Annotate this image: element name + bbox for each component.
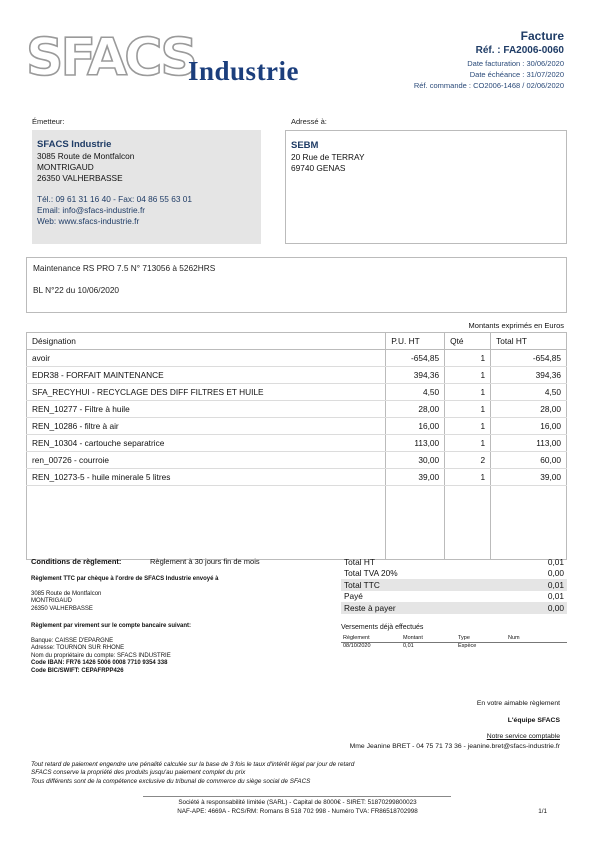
payment-row xyxy=(341,642,567,650)
cell-designation: REN_10304 - cartouche separatrice xyxy=(27,435,386,452)
cell-total: -654,85 xyxy=(491,350,567,367)
logo-sfacs-text: SFACS xyxy=(26,28,195,88)
col-payment-type: Type xyxy=(456,634,506,642)
bic: Code BIC/SWIFT: CEPAFRPP426 xyxy=(31,667,124,674)
cell-quantity: 1 xyxy=(445,384,491,401)
invoice-date: Date facturation : 30/06/2020 xyxy=(467,59,564,68)
conditions-label: Conditions de règlement: xyxy=(31,557,122,566)
totals-value: 0,01 xyxy=(547,591,564,602)
issuer-address-line: MONTRIGAUD xyxy=(37,162,94,172)
cheque-address-line: MONTRIGAUD xyxy=(31,598,72,604)
cell-quantity: 1 xyxy=(445,350,491,367)
logo-industrie-text: Industrie xyxy=(188,56,300,86)
payment-amount: 0,01 xyxy=(403,643,414,650)
totals-row xyxy=(341,591,567,603)
payment-type: Espèce xyxy=(458,643,477,650)
cell-total: 394,36 xyxy=(491,367,567,384)
cheque-address-line: 3085 Route de Montfalcon xyxy=(31,590,102,597)
cell-designation: REN_10273-5 - huile minerale 5 litres xyxy=(27,469,386,486)
legal-line: Tout retard de paiement engendre une pénalité calculée sur la base de 3 fois le taux d'intérêt légal par jour de retard xyxy=(31,761,355,768)
accounting-service: Notre service comptable xyxy=(486,733,560,740)
iban: Code IBAN: FR76 1426 5006 0008 7710 9354 338 xyxy=(31,660,168,666)
issuer-address-line: 26350 VALHERBASSE xyxy=(37,173,123,183)
cell-quantity: 1 xyxy=(445,435,491,452)
memo-line: BL N°22 du 10/06/2020 xyxy=(33,285,120,295)
cell-designation: ren_00726 - courroie xyxy=(27,452,386,469)
table-row xyxy=(27,384,567,401)
cell-unit-price: 16,00 xyxy=(386,418,445,435)
company-footer xyxy=(100,799,495,816)
bank-name: Banque: CAISSE D'EPARGNE xyxy=(31,637,114,644)
invoice-memo xyxy=(26,257,567,313)
cell-quantity: 2 xyxy=(445,452,491,469)
cell-unit-price: 28,00 xyxy=(386,401,445,418)
cell-designation: REN_10286 - filtre à air xyxy=(27,418,386,435)
payment-date: 08/10/2020 xyxy=(343,643,371,650)
signature-team: L'équipe SFACS xyxy=(507,717,560,724)
col-payment-num: Num xyxy=(506,634,567,642)
payments-table xyxy=(341,634,567,650)
cell-total: 16,00 xyxy=(491,418,567,435)
cell-quantity: 1 xyxy=(445,367,491,384)
conditions-value: Règlement à 30 jours fin de mois xyxy=(150,557,260,566)
totals-label: Total TTC xyxy=(341,579,506,591)
issuer-phone-fax: Tél.: 09 61 31 16 40 - Fax: 04 86 55 63 01 xyxy=(37,194,192,204)
cell-total: 28,00 xyxy=(491,401,567,418)
col-designation: Désignation xyxy=(27,333,386,350)
table-row xyxy=(27,452,567,469)
totals-row xyxy=(341,579,567,591)
table-row xyxy=(27,469,567,486)
recipient-name: SEBM xyxy=(291,140,319,151)
totals-label: Total HT xyxy=(344,556,375,567)
table-row xyxy=(27,401,567,418)
totals-table xyxy=(341,556,567,614)
issuer-box xyxy=(32,130,261,244)
issuer-label: Émetteur: xyxy=(32,117,65,126)
col-quantity: Qté xyxy=(445,333,491,350)
payment-conditions xyxy=(31,558,321,675)
invoice-header xyxy=(304,29,564,90)
totals-row xyxy=(341,568,567,580)
memo-line: Maintenance RS PRO 7.5 N° 713056 à 5262HRS xyxy=(33,263,216,273)
totals-value: 0,00 xyxy=(547,568,564,579)
recipient-label: Adressé à: xyxy=(291,117,327,126)
table-empty-space xyxy=(27,486,567,560)
cell-designation: avoir xyxy=(27,350,386,367)
col-unit-price: P.U. HT xyxy=(386,333,445,350)
payments-label: Versements déjà effectués xyxy=(341,624,424,631)
legal-line: SFACS conserve la propriété des produits jusqu'au paiement complet du prix xyxy=(31,769,246,777)
invoice-title: Facture xyxy=(520,29,564,43)
payments-header-row xyxy=(341,634,567,642)
cell-total: 113,00 xyxy=(491,435,567,452)
cell-designation: EDR38 - FORFAIT MAINTENANCE xyxy=(27,367,386,384)
order-reference: Réf. commande : CO2006-1468 / 02/06/2020 xyxy=(413,81,564,90)
cell-unit-price: 113,00 xyxy=(386,435,445,452)
payment-num xyxy=(506,642,567,650)
currency-note: Montants exprimés en Euros xyxy=(468,321,564,330)
col-payment-amount: Montant xyxy=(401,634,456,642)
cell-unit-price: 4,50 xyxy=(386,384,445,401)
page-number: 1/1 xyxy=(538,808,547,815)
footer-line: NAF-APE: 4669A - RCS/RM: Romans B 518 702 998 - Numéro TVA: FR86518702998 xyxy=(177,807,418,815)
totals-row xyxy=(341,602,567,614)
totals-value: 0,00 xyxy=(506,602,567,614)
totals-value: 0,01 xyxy=(547,556,564,567)
cell-quantity: 1 xyxy=(445,418,491,435)
totals-label: Reste à payer xyxy=(341,602,506,614)
recipient-box xyxy=(285,130,567,244)
table-row xyxy=(27,418,567,435)
cheque-address-line: 26350 VALHERBASSE xyxy=(31,605,93,612)
issuer-email: Email: info@sfacs-industrie.fr xyxy=(37,205,146,215)
cell-unit-price: 39,00 xyxy=(386,469,445,486)
cell-designation: REN_10277 - Filtre à huile xyxy=(27,401,386,418)
totals-label: Payé xyxy=(344,591,363,602)
table-row xyxy=(27,367,567,384)
line-items-table xyxy=(26,332,567,560)
totals-row xyxy=(341,556,567,568)
issuer-website: Web: www.sfacs-industrie.fr xyxy=(37,216,140,226)
footer-line: Société à responsabilité limitée (SARL) - Capital de 8000€ - SIRET: 51870299800023 xyxy=(178,799,417,806)
recipient-address-line: 69740 GENAS xyxy=(291,163,346,173)
company-logo xyxy=(26,28,316,98)
account-owner: Nom du propriétaire du compte: SFACS INDUSTRIE xyxy=(31,652,171,659)
legal-notice xyxy=(31,761,431,786)
col-total: Total HT xyxy=(491,333,567,350)
recipient-address-line: 20 Rue de TERRAY xyxy=(291,152,365,162)
bank-address: Adresse: TOURNON SUR RHONE xyxy=(31,645,125,651)
cell-total: 39,00 xyxy=(491,469,567,486)
cell-total: 60,00 xyxy=(491,452,567,469)
invoice-reference: Réf. : FA2006-0060 xyxy=(475,45,564,56)
footer-divider xyxy=(143,796,451,797)
cell-total: 4,50 xyxy=(491,384,567,401)
table-row xyxy=(27,350,567,367)
cell-quantity: 1 xyxy=(445,469,491,486)
closing-line: En votre aimable règlement xyxy=(476,700,560,707)
cheque-heading: Règlement TTC par chèque à l'ordre de SFACS Industrie envoyé à xyxy=(31,576,219,582)
issuer-address-line: 3085 Route de Montfalcon xyxy=(37,151,135,161)
totals-value: 0,01 xyxy=(506,579,567,591)
due-date: Date échéance : 31/07/2020 xyxy=(469,70,564,79)
legal-line: Tous différents sont de la compétence exclusive du tribunal de commerce du siège social de SFACS xyxy=(31,777,311,785)
transfer-heading: Règlement par virement sur le compte bancaire suivant: xyxy=(31,623,192,629)
cell-unit-price: -654,85 xyxy=(386,350,445,367)
issuer-name: SFACS Industrie xyxy=(37,139,112,150)
accounting-contact: Mme Jeanine BRET - 04 75 71 73 36 - jeanine.bret@sfacs-industrie.fr xyxy=(349,743,560,750)
table-header-row xyxy=(27,333,567,350)
cell-designation: SFA_RECYHUI - RECYCLAGE DES DIFF FILTRES ET HUILE xyxy=(27,384,386,401)
totals-label: Total TVA 20% xyxy=(344,568,398,579)
cell-unit-price: 394,36 xyxy=(386,367,445,384)
cell-unit-price: 30,00 xyxy=(386,452,445,469)
cell-quantity: 1 xyxy=(445,401,491,418)
col-payment-date: Règlement xyxy=(341,634,401,642)
table-row xyxy=(27,435,567,452)
